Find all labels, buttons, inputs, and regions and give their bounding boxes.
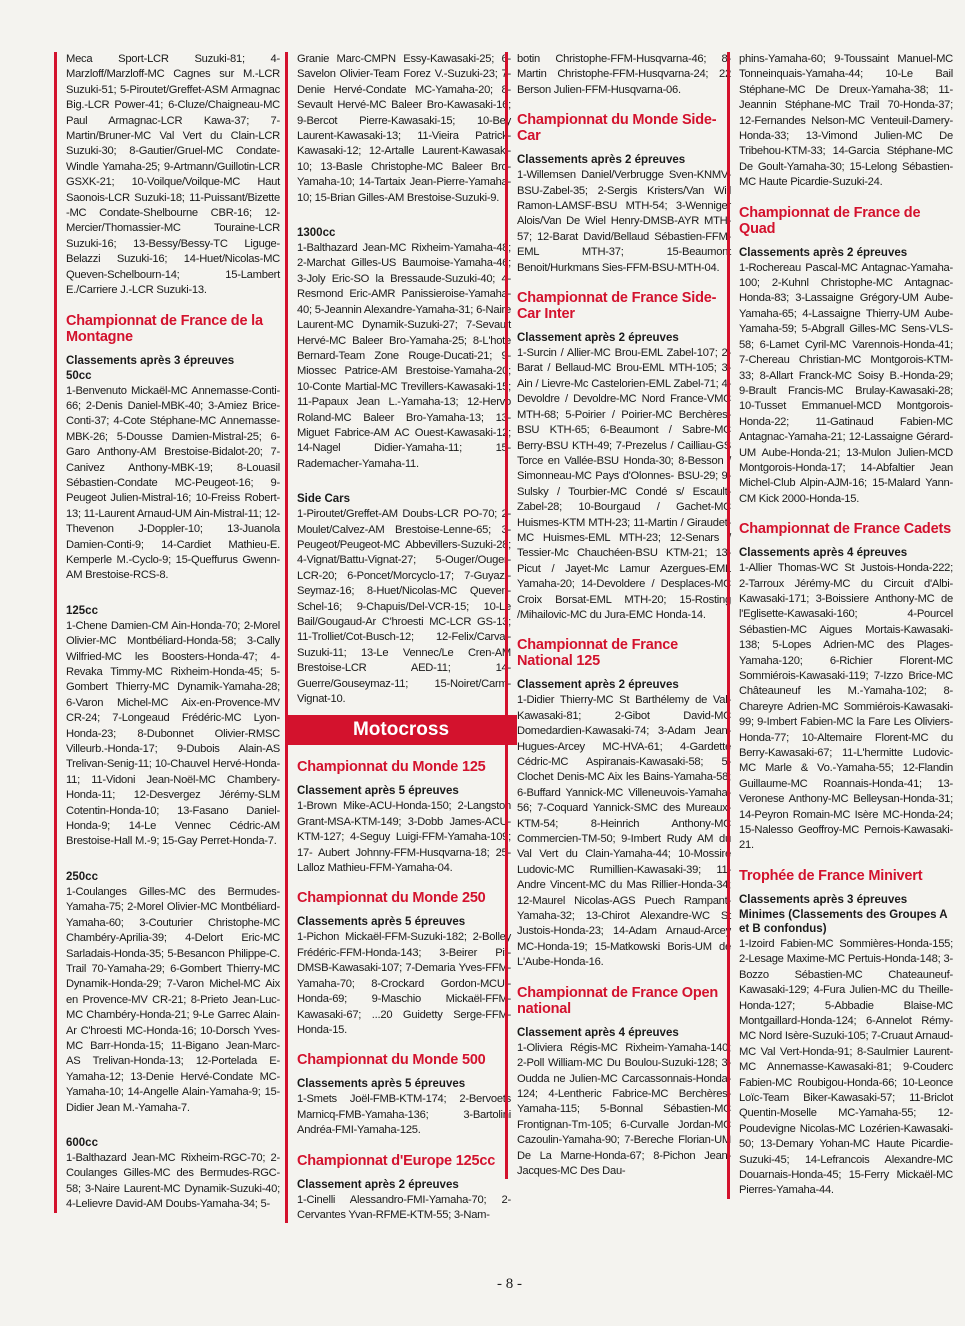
section-subtitle: Classements après 3 épreuves bbox=[66, 354, 235, 367]
results-text: 1-Oliviera Régis-MC Rixheim-Yamaha-140; 2-Poll William-MC Du Boulou-Suzuki-128; 3-Oudda ne Julien-MC Carcassonnais-Honda-124; 4-Lentheric Fabrice-MC Berchères-Yamaha-115; 5-Bonnal Sébastien-MC Frontignan-Tm-105; 6-Curvalle Jordan-MC Cazoulin-Yamaha-90; 7-Bereche Florian-UM De La Marne-Honda-67; 8-Pichon Jean-Jacques-MC Des Dau- bbox=[517, 1041, 731, 1177]
section-title-europe-125: Championnat d'Europe 125cc bbox=[297, 1152, 496, 1169]
results-text: 1-Piroutet/Greffet-AM Doubs-LCR PO-70; 2-Moulet/Calvez-AM Brestoise-Lenne-65; 3-Peugeot/Peugeot-MC Abbevillers-Suzuki-28; 4-Vignat/Battu-Vignat-27; 5-Ouger/Ouger-LCR-20; 6-Poncet/Morcyclo-17; 7-Guyaz/-Seymaz-16; 8-Huet/Nicolas-MC Queven-Schel-16; 9-Chapuis/Del-VCR-15; 10-Le Bail/Gougaud-Ar C'hroesti MC-LCR GS-13; 11-Trolliet/Cot-Busch-12; 12-Felix/Carval-Suzuki-11; 13-Le Vennec/Le Cren-AM Brestoise-LCR AED-11; 14-Guerre/Gouseymaz-11; 15-Noiret/Carm-Vignat-10. bbox=[297, 508, 511, 706]
section-subtitle: Classement après 2 épreuves bbox=[297, 1178, 459, 1191]
section-title-national-125: Championnat de France National 125 bbox=[517, 637, 678, 670]
results-text: 1-Cinelli Alessandro-FMI-Yamaha-70; 2-Cervantes Yvan-RFME-KTM-55; 3-Nam- bbox=[297, 1193, 511, 1221]
results-text: 1-Brown Mike-ACU-Honda-150; 2-Langston Grant-MSA-KTM-149; 3-Dobb James-ACU-KTM-127; 4-Seguy Luigi-FFM-Yamaha-109; 17- Aubert Johnny-FFM-Husqvarna-18; 25-Lalloz Mathieu-FFM-Yamaha-04. bbox=[297, 800, 511, 875]
section-subtitle: Classements après 2 épreuves bbox=[739, 246, 908, 259]
section-subtitle: Classements après 5 épreuves bbox=[297, 916, 466, 929]
section-subtitle: Classements après 5 épreuves bbox=[297, 1078, 466, 1091]
section-title-open-national: Championnat de France Open national bbox=[517, 984, 719, 1017]
section-subtitle: Classement après 5 épreuves bbox=[297, 785, 459, 798]
results-text: 1-Benvenuto Mickaël-MC Annemasse-Conti-66; 2-Denis Daniel-MBK-40; 3-Amiez Brice-Conti-37; 4-Cote Stéphane-MC Annemasse-MBK-26; 5-Dousse Damien-Mistral-25; 6-Garo Anthony-AM Brestoise-Bidalot-20; 7-Canivez Anthony-MBK-19; 8-Louasil Sébastien-Condate MC-Peugeot-16; 9-Peugeot Julien-Mistral-16; 10-Freiss Robert-13; 11-Laurent Arnaud-UM Ain-Mistral-11; 12-Thevenon J-Doppler-10; 13-Juanola Damien-Conti-9; 14-Cardiet Mathieu-E. Kemperle M.-Cyclo-9; 15-Queffurus Gwenn-AM Brestoise-RCS-8. bbox=[66, 384, 280, 582]
results-text: 1-Rochereau Pascal-MC Antagnac-Yamaha-100; 2-Kuhnl Christophe-MC Antagnac-Honda-83; 3-Lassaigne Grégory-UM Aube-Yamaha-65; 4-Lassaigne Thierry-UM Aube-Yamaha-59; 5-Abgrall Gilles-MC Sens-VLS-58; 6-Lamet Cyril-MC Varennois-Honda-41; 7-Chereau Christian-MC Montgorois-KTM-33; 8-Allart Franck-MC Soisy B.-Honda-29; 9-Brault Francis-MC Brulay-Kawasaki-28; 10-Tusset Emmanuel-MCD Montgorois-Honda-22; 11-Gatinaud Fabien-MC Antagnac-Yamaha-21; 12-Lassaigne Gérard-UM Aube-Honda-21; 13-Mulon Julien-MCD Montgorois-Honda-17; 14-Abfaltier Jean Michel-Club Alpin-AJM-16; 15-Malard Yann-CM Kick 2000-Honda-15. bbox=[739, 261, 953, 505]
column-2 bbox=[285, 52, 511, 1223]
results-text: 1-Surcin / Allier-MC Brou-EML Zabel-107; 2-Barat / Bellaud-MC Brou-EML MTH-105; 3-Ain / Lievre-Mc Castelorien-EML Zabel-71; 4-Devoldre / Devoldre-MC Nord France-VMC MTH-68; 5-Poirier / Poirier-MC Berchères-BSU KTH-65; 6-Beaumont / Sabre-MC Berry-BSU KTH-49; 7-Prezelus / Cailliau-GS Torce en Vallée-BSU Honda-30; 8-Besson / Simonneau-MC Pays d'Olonnes- BSU-29; 9-Sulsky / Tourbier-MC Condé s/ Escault-Zabel-28; 10-Bourgaud / Gachet-MC Huismes-KTM MTH-23; 11-Martin / Giraudet-MC Huismes-EML MTH-23; 12-Senars / Tessier-Mc Chauchéen-BSU KTM-21; 13-Picut / Jayet-Mc Lamur Azergues-EML Yamaha-20; 14-Devoldere / Desplaces-MC Croix Borsat-EML MTH-20; 15-Rosting /Mihailovic-MC du Jura-EMC Honda-14. bbox=[517, 347, 731, 621]
section-subtitle: Classements après 2 épreuves bbox=[517, 154, 686, 167]
results-text: phins-Yamaha-60; 9-Toussaint Manuel-MC Tonneinquais-Yamaha-44; 10-Le Bail Stéphane-MC De Dreux-Yamaha-38; 11-Jeannin Stéphane-MC Trail 70-Honda-37; 12-Fernandes Nelson-MC Venteuil-Damery-Honda-33; 13-Vimond Julien-MC De Tribehou-KTM-33; 14-Garcia Stéphane-MC De Goult-Yamaha-30; 15-Lelong Sébastien-MC Haute Picardie-Suzuki-24. bbox=[739, 53, 953, 189]
category-title-1300cc: 1300cc bbox=[297, 227, 336, 240]
category-title-50cc: 50cc bbox=[66, 369, 92, 382]
section-subtitle: Classement après 2 épreuves bbox=[517, 332, 679, 345]
section-title-monde-sidecar: Championnat du Monde Side-Car bbox=[517, 112, 717, 145]
page-number: - 8 - bbox=[497, 1276, 522, 1292]
results-text: botin Christophe-FFM-Husqvarna-46; 8-Martin Christophe-FFM-Husqvarna-24; 22 Berson Julien-FFM-Husqvarna-06. bbox=[517, 53, 731, 96]
section-title-minivert: Trophée de France Minivert bbox=[739, 867, 923, 884]
results-text: 1-Didier Thierry-MC St Barthélemy de Val-Kawasaki-81; 2-Gibot David-MC Domedardien-Kawasaki-74; 3-Adam Jean-Hugues-Arcey MC-HVA-61; 4-Gardette Cédric-MC Aspiranais-Kawasaki-58; 5-Clochet Denis-MC Aix les Bains-Yamaha-58; 6-Buffard Yannick-MC Villeneuvois-Yamaha-56; 7-Coquard Yannick-SMC des Mureaux-KTM-54; 8-Heinrich Anthony-MC Commercien-TM-50; 9-Imbert Rudy AM du Val Vert du Clain-Yamaha-44; 10-Mossire Ludovic-MC Rumillien-Kawasaki-39; 11-Andre Vincent-MC du Mas Rillier-Honda-34; 12-Maurel Nicolas-AGS Puech Rampant-Yamaha-32; 13-Chirot Alexandre-WC St Justois-Honda-23; 14-Adam Arnaud-Arcey MC-Honda-19; 15-Matkowski Boris-UM de L'Aube-Honda-16. bbox=[517, 694, 731, 969]
results-text: Meca Sport-LCR Suzuki-81; 4-Marzloff/Marzloff-MC Cagnes sur M.-LCR Suzuki-51; 5-Piroutet/Greffet-ASM Armagnac Big.-LCR Power-41; 6-Cluze/Chaigneau-MC Paul Armagnac-LCR Kawa-37; 7-Martin/Bruner-MC Val Vert du Clain-LCR Suzuki-30; 8-Gautier/Gruel-MC Condate-Windle Yamaha-25; 9-Artmann/Guillotin-LCR GSXK-21; 10-Voilque/Voilque-MC Haut Saonois-LCR Suzuki-18; 11-Puissant/Bizette -MC Condate-Shelbourne CBR-16; 12-Mercier/Thomassier-MC Touraine-LCR Suzuki-16; 13-Bessy/Bessy-TC Liguge-Belazzi Suzuki-16; 14-Huet/Nicolas-MC Queven-Schelbourn-14; 15-Lambert E./Carriere J.-LCR Suzuki-13. bbox=[66, 53, 280, 297]
category-title-125cc: 125cc bbox=[66, 604, 98, 617]
results-text: 1-Balthazard Jean-MC Rixheim-RGC-70; 2-Coulanges Gilles-MC des Bermudes-RGC-58; 3-Naire Laurent-MC Dynamik-Suzuki-40; 4-Lelievre David-AM Doubs-Yamaha-34; 5- bbox=[66, 1151, 280, 1211]
section-subtitle: Classements après 3 épreuves bbox=[739, 893, 908, 906]
section-title-monde-500: Championnat du Monde 500 bbox=[297, 1052, 486, 1069]
section-title-monde-250: Championnat du Monde 250 bbox=[297, 890, 486, 907]
column-3 bbox=[505, 52, 731, 1179]
section-title-monde-125: Championnat du Monde 125 bbox=[297, 759, 486, 776]
category-title-sidecars: Side Cars bbox=[297, 493, 351, 506]
section-title-france-sidecar-inter: Championnat de France Side-Car Inter bbox=[517, 290, 717, 323]
results-text: 1-Coulanges Gilles-MC des Bermudes-Yamaha-75; 2-Morel Olivier-MC Montbéliard-Yamaha-60; 3-Couturier Christophe-MC Chambéry-Aprilia-39; 4-Delort Eric-MC Sarladais-Honda-35; 5-Besancon Philippe-C. Trail 70-Yamaha-29; 6-Gombert Thierry-MC Dynamik-Honda-29; 7-Varon Michel-MC Aix en Provence-MV CR-21; 8-Prieto Jean-Luc-MC Chambéry-Honda-21; 9-Le Garrec Alain-Ar C'hroesti MC-Honda-16; 10-Dorsch Yves-MC Barr-Honda-15; 11-Bigano Jean-Marc-AS Trelivan-Honda-13; 12-Portelada E-Yamaha-12; 13-Denie Hervé-Condate MC-Yamaha-10; 14-Angelle Alain-Yamaha-9; 15-Didier Jean M.-Yamaha-7. bbox=[66, 885, 280, 1114]
section-title-montagne: Championnat de France de la Montagne bbox=[66, 312, 263, 345]
section-banner-motocross: Motocross bbox=[285, 715, 517, 745]
results-text: 1-Izoird Fabien-MC Sommières-Honda-155; 2-Lesage Maxime-MC Pertuis-Honda-148; 3-Bozzo Sébastien-MC Chateauneuf-Kawasaki-129; 4-Fura Julien-MC du Theille-Honda-127; 5-Abbadie Blaise-MC Montgaillard-Honda-124; 6-Annelot Rémy-MC Nord Isère-Suzuki-105; 7-Cruaut Arnaud-MC Val Vert-Honda-91; 8-Saulmier Laurent-MC Annemasse-Kawasaki-81; 9-Couderc Fabien-MC Roubigou-Honda-66; 10-Leonce Loïc-Team Biker-Kawasaki-57; 11-Briclot Quentin-Moselle MC-Yamaha-55; 12-Poudevigne Nicolas-MC Lozérien-Kawasaki-50; 13-Demary Yohan-MC Haute Picardie-Suzuki-45; 14-Lefrancois Alexandre-MC Douarnais-Honda-45; 15-Ferry Mickaël-MC Pierres-Yamaha-44. bbox=[739, 937, 953, 1197]
results-text: 1-Allier Thomas-WC St Justois-Honda-222; 2-Tarroux Jérémy-MC du Circuit d'Albi-Kawasaki-171; 3-Boissiere Anthony-MC de l'Eglisette-Kawasaki-160; 4-Pourcel Sébastien-MC Aigues Mortais-Kawasaki-138; 5-Lopes Adrien-MC des Plages-Yamaha-120; 6-Richier Florent-MC Sommiérois-Kawasaki-119; 7-Izzo Brice-MC Châteauneuf les M.-Yamaha-102; 8-Chareyre Adrien-MC Sommiérois-Kawasaki-99; 9-Imbert Fabien-MC la Fare Les Oliviers-Honda-77; 10-Altemaire Florent-MC du Berry-Kawasaki-67; 11-L'hermitte Ludovic-MC Marle & Vo.-Yamaha-55; 12-Flandin Guillaume-MC Roannais-Honda-41; 13-Veronese Anthony-MC Belleysan-Honda-31; 14-Peyron Romain-MC Isère MC-Honda-24; 15-Nalesso Geoffroy-MC Pernois-Kawasaki-21. bbox=[739, 562, 953, 852]
section-subtitle: Classements après 4 épreuves bbox=[739, 547, 908, 560]
results-text: Granie Marc-CMPN Essy-Kawasaki-25; 6-Savelon Olivier-Team Forez V.-Suzuki-23; 7-Denie Hervé-Condate MC-Yamaha-20; 8-Sevault Hervé-MC Baleer Bro-Kawasaki-16; 9-Bercot Pierre-Kawasaki-15; 10-Bey Laurent-Kawasaki-13; 11-Vieira Patrick-Kawasaki-12; 12-Artalle Laurent-Kawasaki-10; 13-Basle Christophe-MC Baleer Bro-Yamaha-10; 14-Tartaix Jean-Pierre-Yamaha-10; 15-Brian Gilles-AM Brestoise-Suzuki-9. bbox=[297, 53, 511, 204]
results-text: 1-Willemsen Daniel/Verbrugge Sven-KNMV-BSU-Zabel-35; 2-Sergis Kristers/Van Will Ramon-LAMSF-BSU MTH-54; 3-Wenniger Alois/Van De Wiel Henry-DMSB-AYR MTH-57; 12-Barat David/Bellaud Sébastien-FFM-EML MTH-37; 15-Beaumont Benoit/Hurkmans Sies-FFM-BSU-MTH-04. bbox=[517, 169, 731, 274]
results-text: 1-Smets Joël-FMB-KTM-174; 2-Bervoets Marnicq-FMB-Yamaha-136; 3-Bartolini Andréa-FMI-Yamaha-125. bbox=[297, 1093, 511, 1137]
results-text: 1-Pichon Mickaël-FFM-Suzuki-182; 2-Bolley Frédéric-FFM-Honda-143; 3-Beirer Pit-DMSB-Kawasaki-107; 7-Demaria Yves-FFM-Yamaha-70; 8-Crockard Gordon-MCUI-Honda-69; 9-Maschio Mickaël-FFM-Kawasaki-67; ...20 Guidetty Serge-FFM-Honda-15. bbox=[297, 931, 511, 1036]
section-subtitle-minimes: Minimes (Classements des Groupes A et B confondus) bbox=[739, 908, 948, 935]
section-title-quad: Championnat de France de Quad bbox=[739, 204, 921, 237]
column-1 bbox=[54, 52, 280, 1213]
section-subtitle: Classement après 4 épreuves bbox=[517, 1026, 679, 1039]
section-title-cadets: Championnat de France Cadets bbox=[739, 521, 951, 538]
section-subtitle: Classement après 2 épreuves bbox=[517, 679, 679, 692]
results-text: 1-Chene Damien-CM Ain-Honda-70; 2-Morel Olivier-MC Montbéliard-Honda-58; 3-Cally Wilfried-MC les Boosters-Honda-47; 4-Revaka Timmy-MC Rixheim-Honda-45; 5-Gombert Thierry-MC Dynamik-Yamaha-28; 6-Varon Michel-MC Aix-en-Provence-MV CR-24; 7-Longeaud Frédéric-MC Lyon-Honda-23; 8-Dubonnet Olivier-RMSC Villeurb.-Honda-17; 9-Dubois Alain-AS Trelivan-Senig-11; 10-Chauvel Hervé-Honda-11; 11-Vidoni Jean-Noël-MC Chambery-Honda-11; 12-Desvergez Jérémy-SLM Cotentin-Honda-10; 13-Fasano Daniel-Honda-9; 14-Le Vennec Cédric-AM Brestoise-Hall M.-9; 15-Gay Perret-Honda-7. bbox=[66, 619, 280, 848]
category-title-250cc: 250cc bbox=[66, 870, 98, 883]
column-4 bbox=[727, 52, 953, 1199]
results-text: 1-Balthazard Jean-MC Rixheim-Yamaha-48; 2-Marchat Gilles-US Baumoise-Yamaha-46; 3-Joly Eric-SO la Bressaude-Suzuki-40; 4-Resmond Eric-AMR Panissieroise-Yamaha-40; 5-Jeannin Alexandre-Yamaha-31; 6-Naire Laurent-MC Dynamik-Suzuki-27; 7-Sevault Hervé-MC Baleer Bro-Yamaha-25; 8-L'hote Bernard-Team Zone Rouge-Ducati-21; 9-Miossec Patrice-AM Brestoise-Yamaha-20; 10-Conte Martial-MC Trevillers-Kawasaki-15; 11-Papaux Jean L.-Yamaha-13; 12-Hervo Roland-MC Baleer Bro-Yamaha-13; 13-Miguet Fabrice-AM AC Ouest-Kawasaki-12; 14-Nagel Didier-Yamaha-11; 15-Rademacher-Yamaha-11. bbox=[297, 242, 511, 470]
category-title-600cc: 600cc bbox=[66, 1136, 98, 1149]
